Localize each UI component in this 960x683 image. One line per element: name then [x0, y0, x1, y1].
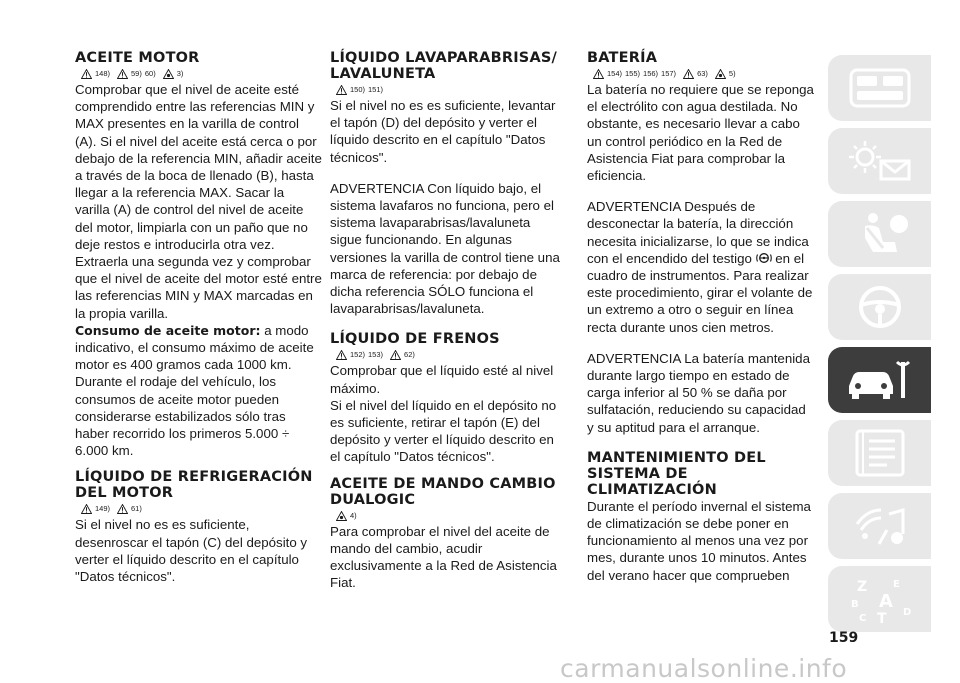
alphabetical-index-icon	[843, 573, 917, 625]
environment-triangle-icon	[163, 69, 174, 79]
paragraph: Si el nivel del líquido en el depósito no es suficiente, retirar el tapón (E) del depósito y verter el líquido descrito en el capítulo "Datos técnicos".	[330, 397, 557, 465]
paragraph-text: a modo indicativo, el consumo máximo de aceite motor es 400 gramos cada 1000 km. Durante el rodaje del vehículo, los consumos de aceite motor pueden considerarse estabilizados sólo tras haber recorrido los primeros 5.000 ÷ 6.000 km.	[75, 322, 314, 459]
paragraph: Comprobar que el líquido esté al nivel máximo.	[330, 363, 554, 396]
section-heading-liquido-frenos: LÍQUIDO DE FRENOS	[330, 331, 500, 348]
tab-maintenance[interactable]	[828, 347, 931, 413]
ref-label: 63)	[697, 69, 708, 78]
ref-label: 59)	[131, 69, 142, 78]
paragraph: Para comprobar el nivel del aceite de mando del cambio, acudir exclusivamente a la Red de Asistencia Fiat.	[330, 523, 557, 591]
warning-references	[336, 510, 560, 522]
advertencia-paragraph: ADVERTENCIA Con líquido bajo, el sistema lavafaros no funciona, pero el sistema lavaparabrisas/lavaluneta sigue funcionando. En algunas versiones la varilla de control tiene una marca de referencia: por debajo de dicha referencia SÓLO funciona el lavaparabrisas/lavaluneta.	[330, 180, 560, 317]
advertencia-paragraph: ADVERTENCIA La batería mantenida durante largo tiempo en estado de carga inferior al 50 % se daña por sulfatación, reduciendo su capacidad y su aptitud para el arranque.	[587, 350, 810, 435]
bold-lead: Consumo de aceite motor:	[75, 322, 261, 338]
caution-triangle-icon	[117, 504, 128, 514]
ref-label: 62)	[404, 350, 415, 360]
paragraph: Durante el período invernal el sistema de climatización se debe poner en funcionamiento al menos una vez por mes, durante unos 10 minutos. Antes del verano hacer que comprueben	[587, 498, 811, 583]
paragraph-text: ADVERTENCIA Después de desconectar la batería, la dirección necesita inicializarse, lo que se indica con el encendido del testigo	[587, 199, 809, 266]
section-heading-aceite-cambio: ACEITE DE MANDO CAMBIO DUALOGIC	[330, 475, 556, 508]
tab-technical-data[interactable]	[828, 420, 931, 486]
seatbelt-airbag-icon	[843, 208, 917, 260]
chapter-sidebar	[828, 55, 931, 639]
dashboard-icon	[843, 62, 917, 114]
ref-label: 157)	[661, 69, 677, 78]
paragraph: Si el nivel no es es suficiente, desenroscar el tapón (C) del depósito y verter el líquido descrito en el capítulo "Datos técnicos".	[75, 517, 308, 585]
warning-triangle-icon	[81, 504, 92, 514]
warning-references	[81, 503, 322, 515]
ref-label: 150)	[350, 85, 366, 94]
tab-warning-lights[interactable]	[828, 128, 931, 194]
index-letter: E	[892, 579, 900, 590]
warning-triangle-icon	[336, 85, 347, 95]
paragraph: Comprobar que el nivel de aceite esté comprendido entre las referencias MIN y MAX presentes en la varilla de control (A). Si el nivel del aceite está cerca o por debajo de la referencia MIN, añadir aceite a través de la boca de llenado (B), hasta llegar a la referencia MAX. Sacar la varilla (A) de control del nivel de aceite del motor, limpiarla con un paño que no deje restos e introducirla otra vez. Extraerla una segunda vez y comprobar que el nivel de aceite del motor esté entre las referencias MIN y MAX marcadas en la propia varilla.	[75, 82, 322, 321]
index-letter: C	[858, 613, 866, 624]
page-number: 159	[829, 630, 859, 646]
ref-label: 156)	[643, 69, 659, 78]
ref-label: 153)	[368, 350, 384, 360]
environment-triangle-icon	[336, 511, 347, 521]
watermark: carmanualsonline.info	[560, 654, 848, 683]
environment-triangle-icon	[715, 69, 726, 79]
ref-label: 60)	[144, 69, 156, 78]
index-letter: A	[878, 591, 893, 612]
warning-triangle-icon	[593, 69, 604, 79]
index-letter: Z	[856, 579, 867, 595]
technical-data-icon	[843, 427, 917, 479]
ref-label: 155)	[625, 69, 641, 78]
ref-label: 5)	[728, 69, 736, 78]
index-letter: T	[876, 611, 887, 625]
index-letter: D	[902, 607, 911, 618]
column-2	[330, 50, 560, 591]
paragraph: Si el nivel no es es suficiente, levantar el tapón (D) del depósito y verter el líquido descrito en el capítulo "Datos técnicos".	[330, 98, 556, 165]
section-heading-climatizacion: MANTENIMIENTO DEL SISTEMA DE CLIMATIZACIÓN	[587, 449, 766, 498]
ref-label: 61)	[131, 504, 142, 514]
paragraph	[75, 322, 322, 460]
steering-wheel-icon	[843, 281, 917, 333]
ref-label: 3)	[176, 69, 184, 78]
warning-references	[336, 84, 560, 96]
section-heading-aceite-motor: ACEITE MOTOR	[75, 50, 200, 66]
ref-label: 149)	[95, 504, 111, 514]
column-1	[75, 50, 322, 585]
multimedia-icon	[843, 500, 917, 552]
tab-safety[interactable]	[828, 201, 931, 267]
warning-triangle-icon	[81, 69, 92, 79]
tab-dashboard[interactable]	[828, 55, 931, 121]
ref-label: 152)	[350, 350, 366, 360]
caution-triangle-icon	[390, 350, 401, 360]
paragraph: La batería no requiere que se reponga el electrólito con agua destilada. No obstante, es necesario llevar a cabo un control periódico en la Red de Asistencia Fiat para comprobar la eficiencia.	[587, 82, 814, 184]
ref-label: 4)	[350, 510, 357, 520]
warning-lights-icon	[843, 135, 917, 187]
steering-warning-light-icon	[756, 252, 772, 264]
tab-index[interactable]	[828, 566, 931, 632]
advertencia-paragraph	[587, 198, 815, 336]
tab-multimedia[interactable]	[828, 493, 931, 559]
tab-driving[interactable]	[828, 274, 931, 340]
column-3	[587, 50, 815, 584]
ref-label: 151)	[368, 85, 384, 94]
index-letter: B	[850, 599, 859, 610]
warning-references	[593, 68, 815, 80]
ref-label: 154)	[607, 69, 623, 78]
section-heading-liquido-refrigeracion: LÍQUIDO DE REFRIGERACIÓN DEL MOTOR	[75, 469, 313, 502]
warning-references	[81, 68, 322, 80]
caution-triangle-icon	[683, 69, 694, 79]
section-heading-bateria: BATERÍA	[587, 50, 658, 66]
warning-references	[336, 349, 560, 361]
car-maintenance-icon	[843, 354, 917, 406]
warning-triangle-icon	[336, 350, 347, 360]
section-heading-liquido-lavaparabrisas: LÍQUIDO LAVAPARABRISAS/ LAVALUNETA	[330, 50, 557, 82]
caution-triangle-icon	[117, 69, 128, 79]
paragraph-text: en el cuadro de instrumentos. Para realizar este procedimiento, girar el volante de un extremo a otro o seguir en línea recta durante unos cien metros.	[587, 250, 813, 335]
ref-label: 148)	[95, 69, 111, 78]
